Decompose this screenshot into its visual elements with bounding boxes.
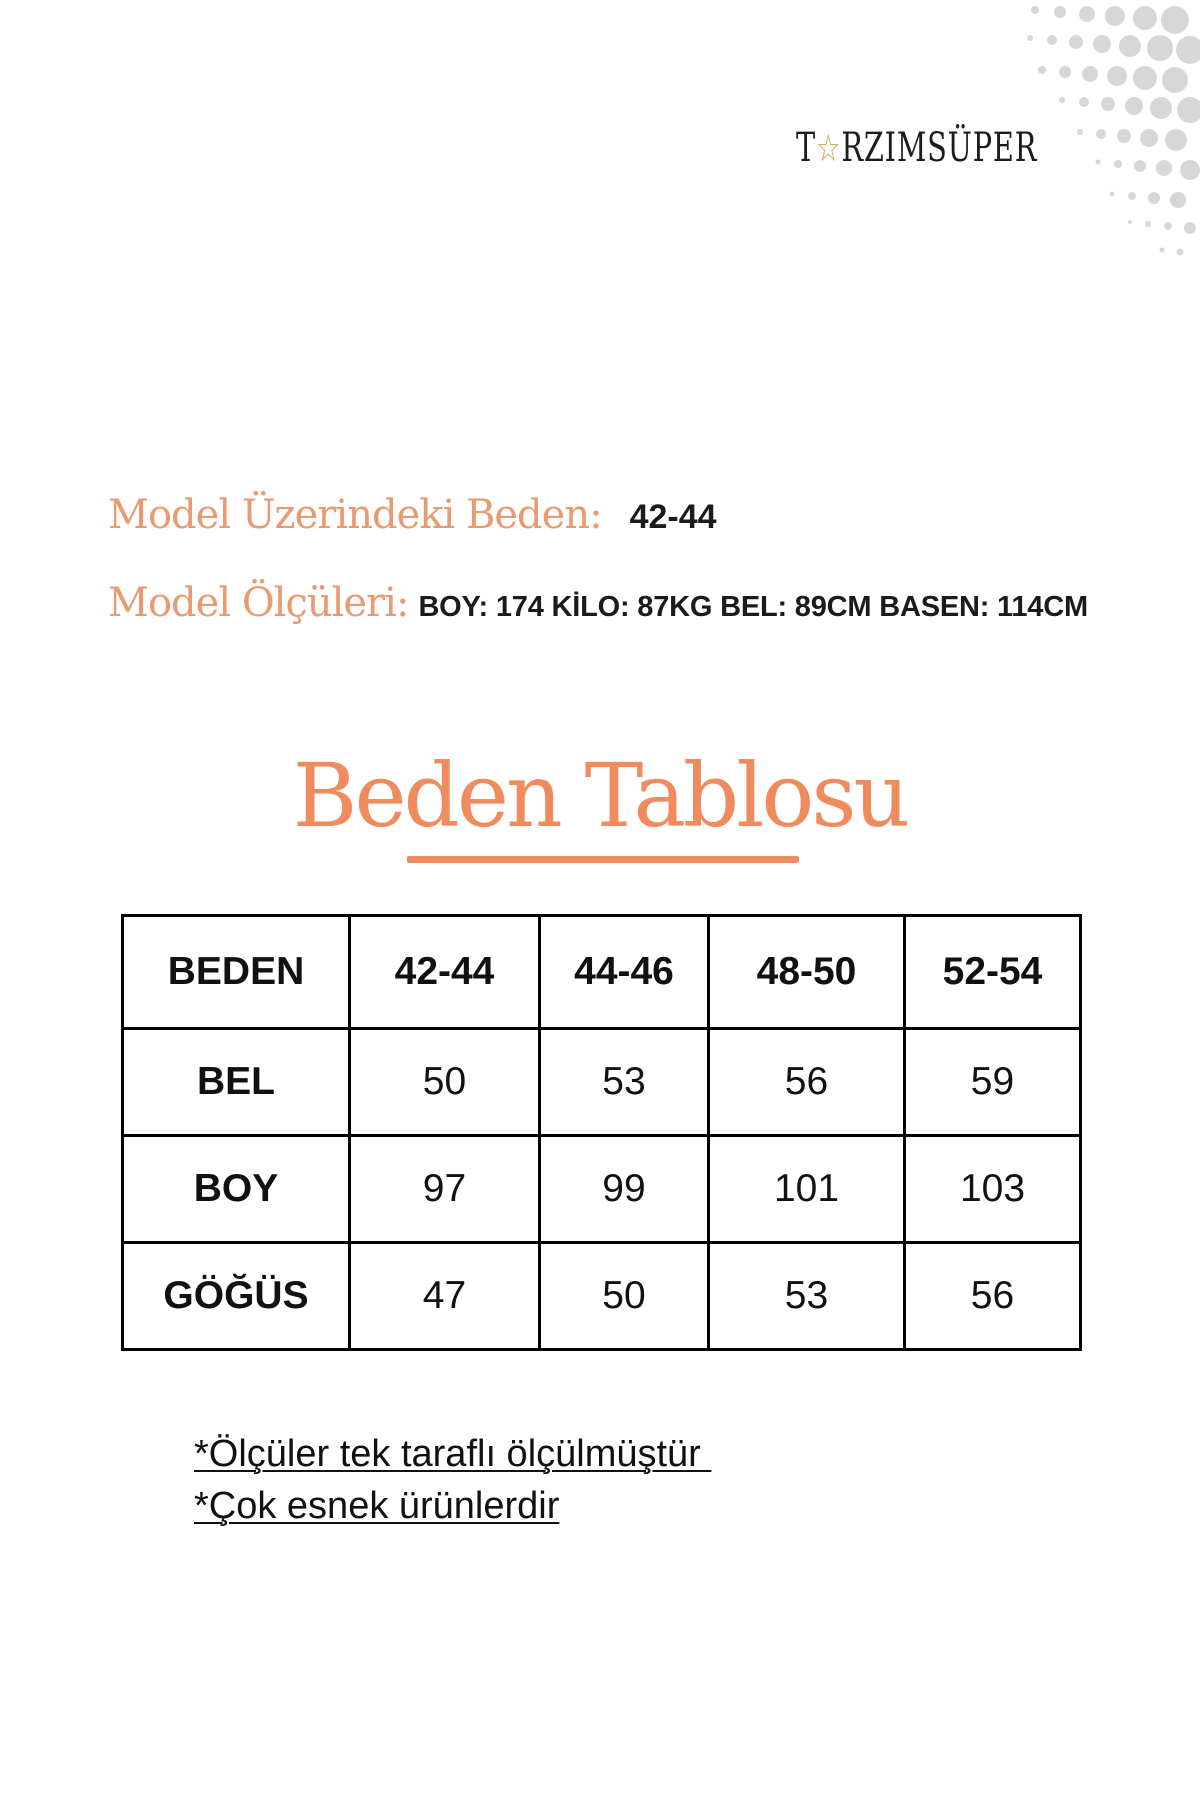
- table-cell: 101: [709, 1136, 905, 1243]
- table-cell: 53: [540, 1029, 709, 1136]
- table-cell: 99: [540, 1136, 709, 1243]
- logo-letter: E: [992, 125, 1014, 171]
- note-very-stretchy: *Çok esnek ürünlerdir: [194, 1485, 560, 1527]
- table-header-cell: 52-54: [905, 916, 1081, 1029]
- table-cell: 103: [905, 1136, 1081, 1243]
- table-cell: 50: [540, 1243, 709, 1350]
- table-header-cell: 48-50: [709, 916, 905, 1029]
- model-size-line: [108, 492, 717, 538]
- logo-star-icon: ☆: [816, 126, 841, 170]
- title-underline: [407, 856, 799, 863]
- logo-letter: P: [972, 125, 993, 171]
- brand-logo: [796, 124, 1036, 172]
- logo-letter: M: [896, 125, 927, 171]
- logo-letter: Ü: [947, 125, 972, 171]
- logo-letter: S: [927, 125, 947, 171]
- model-measurements-label: Model Ölçüleri:: [108, 580, 409, 626]
- logo-letter: R: [1014, 125, 1037, 171]
- table-row: [123, 1029, 1081, 1136]
- table-cell: 50: [350, 1029, 540, 1136]
- note-measured-one-side: *Ölçüler tek taraflı ölçülmüştür: [194, 1433, 712, 1475]
- table-header-cell: BEDEN: [123, 916, 350, 1029]
- table-cell: 59: [905, 1029, 1081, 1136]
- table-cell: 53: [709, 1243, 905, 1350]
- model-measurements-value: BOY: 174 KİLO: 87KG BEL: 89CM BASEN: 114CM: [418, 591, 1088, 623]
- table-row-label: GÖĞÜS: [123, 1243, 350, 1350]
- table-row: [123, 1243, 1081, 1350]
- logo-letter: R: [841, 125, 864, 171]
- page-title: Beden Tablosu: [292, 744, 908, 847]
- table-cell: 97: [350, 1136, 540, 1243]
- table-row: [123, 1136, 1081, 1243]
- table-cell: 47: [350, 1243, 540, 1350]
- size-chart-table: [121, 914, 1082, 1351]
- model-measurements-line: [108, 580, 1088, 626]
- table-cell: 56: [709, 1029, 905, 1136]
- model-size-value: 42-44: [629, 498, 717, 536]
- logo-letter: I: [884, 125, 897, 171]
- table-header-cell: 44-46: [540, 916, 709, 1029]
- logo-letter: Z: [863, 125, 884, 171]
- table-header-cell: 42-44: [350, 916, 540, 1029]
- table-row-label: BEL: [123, 1029, 350, 1136]
- model-size-label: Model Üzerindeki Beden:: [108, 492, 602, 538]
- notes: [194, 1428, 711, 1532]
- table-cell: 56: [905, 1243, 1081, 1350]
- logo-letter: T: [796, 125, 816, 171]
- table-row-label: BOY: [123, 1136, 350, 1243]
- table-header-row: [123, 916, 1081, 1029]
